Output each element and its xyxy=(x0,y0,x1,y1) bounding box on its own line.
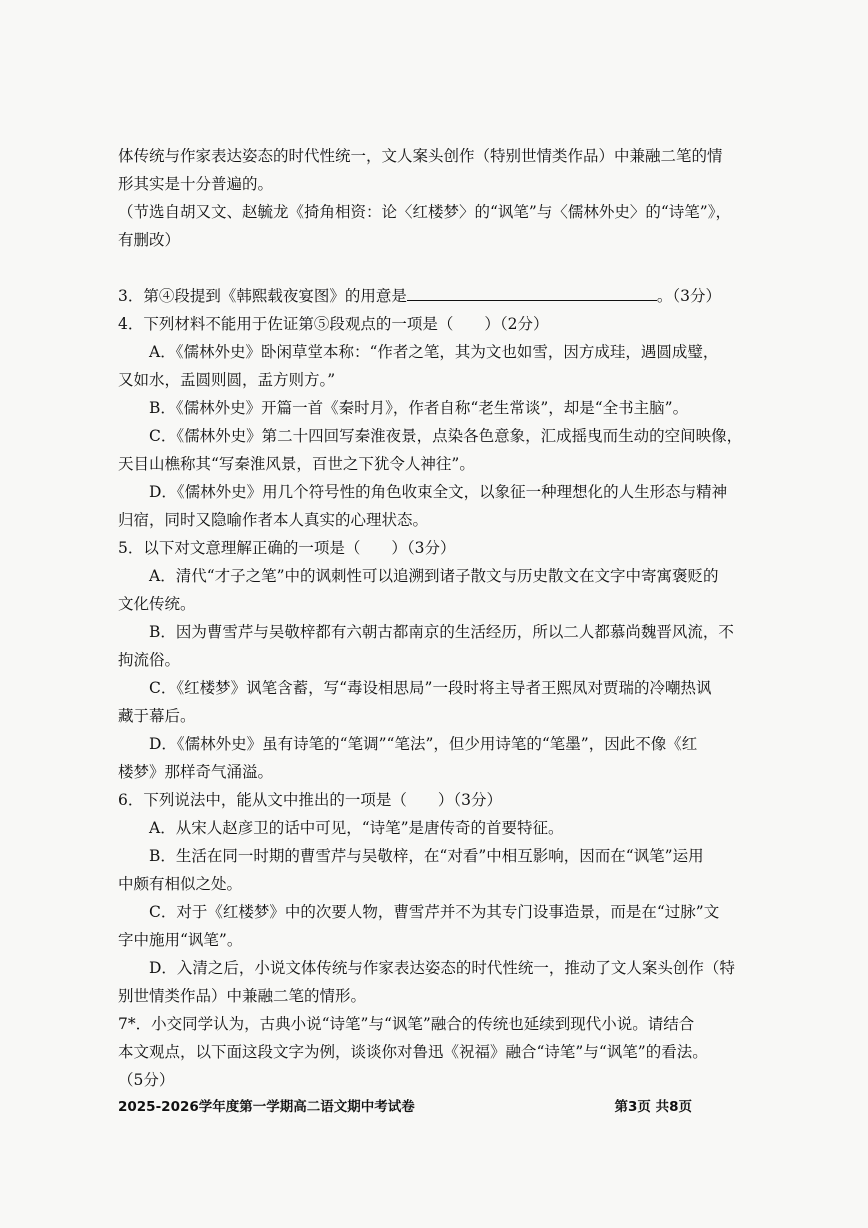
question-6-option-b-line-1: B．生活在同一时期的曹雪芹与吴敬梓，在“对看”中相互影响，因而在“讽笔”运用 xyxy=(149,847,704,865)
question-5-stem: 5．以下对文意理解正确的一项是（ ）（3分） xyxy=(118,539,456,557)
passage-line-1: 体传统与作家表达姿态的时代性统一，文人案头创作（特别世情类作品）中兼融二笔的情 xyxy=(118,147,723,165)
question-7-line-3: （5分） xyxy=(118,1071,175,1089)
question-4-option-d-line-2: 归宿，同时又隐喻作者本人真实的心理状态。 xyxy=(118,511,429,529)
page-footer xyxy=(118,1095,768,1115)
question-7-line-2: 本文观点，以下面这段文字为例，谈谈你对鲁迅《祝福》融合“诗笔”与“讽笔”的看法。 xyxy=(118,1043,708,1061)
spacer xyxy=(118,254,768,282)
question-3-text: 3．第④段提到《韩熙载夜宴图》的用意是 xyxy=(118,287,407,305)
question-4-option-a-line-1: A．《儒林外史》卧闲草堂本称：“作者之笔，其为文也如雪，因方成珪，遇圆成璧， xyxy=(149,343,719,361)
question-5-option-c-line-2: 藏于幕后。 xyxy=(118,707,196,725)
source-line-2: 有删改） xyxy=(118,231,181,249)
page-content xyxy=(118,142,768,1094)
question-3-score: 。（3分） xyxy=(656,287,721,305)
question-4-option-c-line-1: C．《儒林外史》第二十四回写秦淮夜景，点染各色意象，汇成摇曳而生动的空间映像， xyxy=(149,427,743,445)
question-6-option-d-line-1: D．入清之后，小说文体传统与作家表达姿态的时代性统一，推动了文人案头创作（特 xyxy=(149,959,735,977)
question-4-option-b: B．《儒林外史》开篇一首《秦时月》，作者自称“老生常谈”，却是“全书主脑”。 xyxy=(149,399,689,417)
question-4-option-c-line-2: 天目山樵称其“写秦淮风景，百世之下犹令人神往”。 xyxy=(118,455,475,473)
question-4-stem: 4．下列材料不能用于佐证第⑤段观点的一项是（ ）（2分） xyxy=(118,315,549,333)
question-5-option-a-line-2: 文化传统。 xyxy=(118,595,196,613)
question-4-option-d-line-1: D．《儒林外史》用几个符号性的角色收束全文，以象征一种理想化的人生形态与精神 xyxy=(149,483,728,501)
question-5-option-a-line-1: A．清代“才子之笔”中的讽刺性可以追溯到诸子散文与历史散文在文字中寄寓褒贬的 xyxy=(149,567,719,585)
question-6-option-b-line-2: 中颇有相似之处。 xyxy=(118,875,243,893)
question-5-option-b-line-2: 拘流俗。 xyxy=(118,651,181,669)
question-7-line-1: 7*．小交同学认为，古典小说“诗笔”与“讽笔”融合的传统也延续到现代小说。请结合 xyxy=(118,1015,695,1033)
passage-line-2: 形其实是十分普遍的。 xyxy=(118,175,274,193)
question-6-option-a: A．从宋人赵彦卫的话中可见，“诗笔”是唐传奇的首要特征。 xyxy=(149,819,564,837)
question-3 xyxy=(118,282,768,310)
source-line-1: （节选自胡又文、赵毓龙《掎角相资：论〈红楼梦〉的“讽笔”与〈儒林外史〉的“诗笔”》， xyxy=(118,203,731,221)
question-5-option-b-line-1: B．因为曹雪芹与吴敬梓都有六朝古都南京的生活经历，所以二人都慕尚魏晋风流，不 xyxy=(149,623,734,641)
question-6-option-d-line-2: 别世情类作品）中兼融二笔的情形。 xyxy=(118,987,367,1005)
page-number: 第3页 共8页 xyxy=(614,1099,692,1115)
question-6-option-c-line-2: 字中施用“讽笔”。 xyxy=(118,931,243,949)
question-4-option-a-line-2: 又如水，盂圆则圆，盂方则方。” xyxy=(118,371,336,389)
question-6-option-c-line-1: C．对于《红楼梦》中的次要人物，曹雪芹并不为其专门设事造景，而是在“过脉”文 xyxy=(149,903,720,921)
question-5-option-d-line-2: 楼梦》那样奇气涌溢。 xyxy=(118,763,274,781)
exam-title: 2025-2026学年度第一学期高二语文期中考试卷 xyxy=(118,1099,415,1115)
question-5-option-d-line-1: D．《儒林外史》虽有诗笔的“笔调”“笔法”，但少用诗笔的“笔墨”，因此不像《红 xyxy=(149,735,698,753)
question-6-stem: 6．下列说法中，能从文中推出的一项是（ ）（3分） xyxy=(118,791,502,809)
answer-blank[interactable] xyxy=(407,286,657,301)
question-5-option-c-line-1: C．《红楼梦》讽笔含蓄，写“毒设相思局”一段时将主导者王熙凤对贾瑞的冷嘲热讽 xyxy=(149,679,712,697)
